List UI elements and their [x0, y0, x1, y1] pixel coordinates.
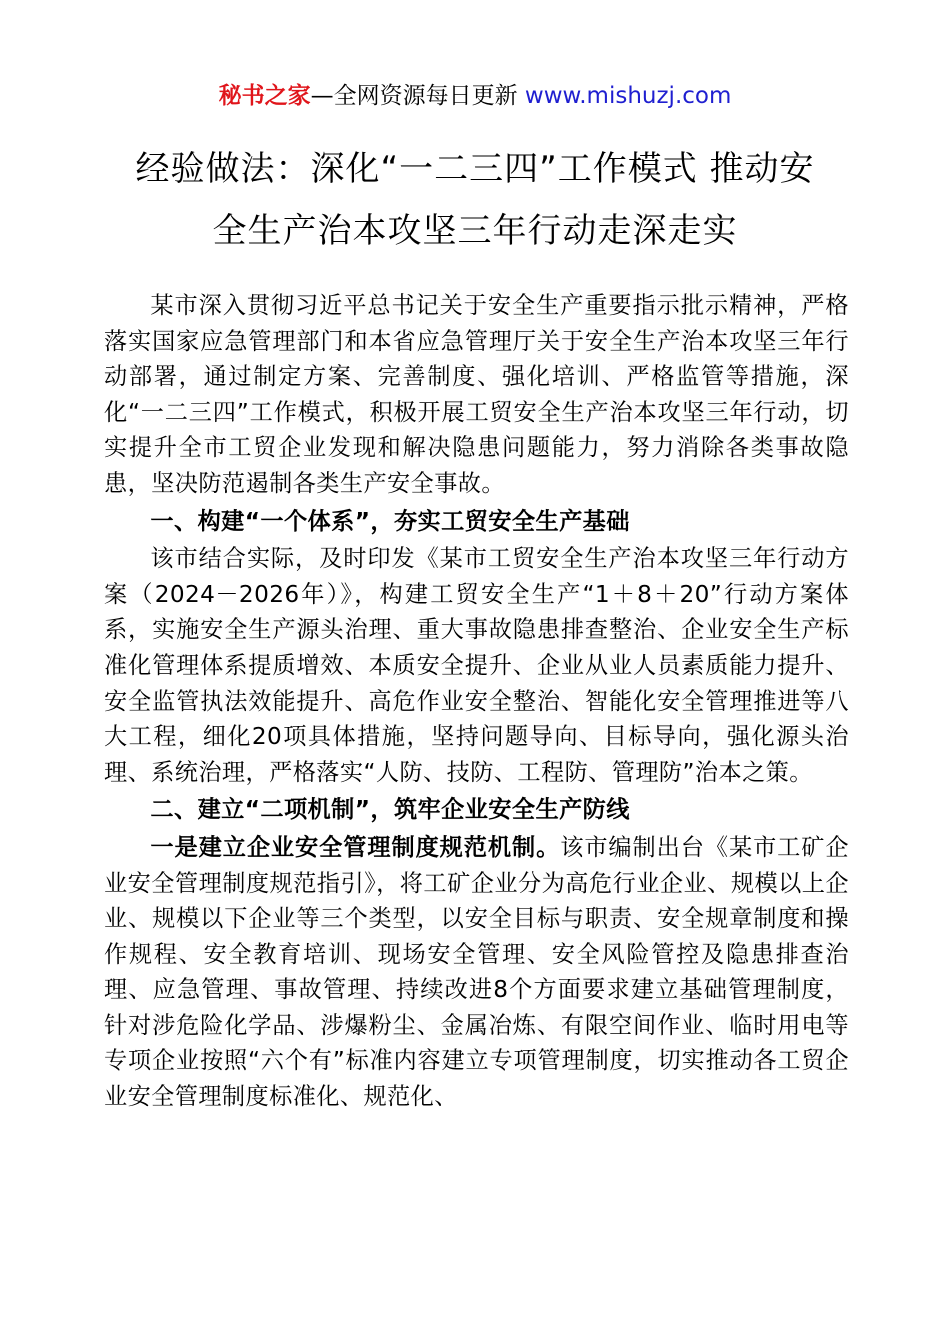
- document-body: [104, 288, 849, 1115]
- section-1-paragraph: 该市结合实际，及时印发《某市工贸安全生产治本攻坚三年行动方案（2024－2026年）》，构建工贸安全生产“1＋8＋20”行动方案体系，实施安全生产源头治理、重大事故隐患排查整治、企业安全生产标准化管理体系提质增效、本质安全提升、企业从业人员素质能力提升、安全监管执法效能提升、高危作业安全整治、智能化安全管理推进等八大工程，细化20项具体措施，坚持问题导向、目标导向，强化源头治理、系统治理，严格落实“人防、技防、工程防、管理防”治本之策。: [104, 545, 849, 786]
- site-header: [0, 80, 950, 112]
- site-url[interactable]: www.mishuzj.com: [524, 83, 732, 109]
- section-heading-1: 一、构建“一个体系”，夯实工贸安全生产基础: [150, 507, 630, 535]
- brand-name: 秘书之家: [218, 83, 311, 109]
- header-slogan: —全网资源每日更新: [310, 83, 525, 109]
- title-line-2: 全生产治本攻坚三年行动走深走实: [212, 211, 738, 251]
- section-heading-2: 二、建立“二项机制”，筑牢企业安全生产防线: [150, 796, 630, 824]
- document-title: [95, 138, 855, 262]
- paragraph-text: 该市编制出台《某市工矿企业安全管理制度规范指引》，将工矿企业分为高危行业企业、规模以上企业、规模以下企业等三个类型，以安全目标与职责、安全规章制度和操作规程、安全教育培训、现场安全管理、安全风险管控及隐患排查治理、应急管理、事故管理、持续改进8个方面要求建立基础管理制度，针对涉危险化学品、涉爆粉尘、金属冶炼、有限空间作业、临时用电等专项企业按照“六个有”标准内容建立专项管理制度，切实推动各工贸企业安全管理制度标准化、规范化、: [104, 833, 849, 1111]
- title-line-1: 经验做法：深化“一二三四”工作模式 推动安: [135, 149, 815, 189]
- section-2-paragraph: [104, 830, 849, 1115]
- paragraph-lead: 一是建立企业安全管理制度规范机制。: [150, 833, 561, 861]
- intro-paragraph: 某市深入贯彻习近平总书记关于安全生产重要指示批示精神，严格落实国家应急管理部门和本省应急管理厅关于安全生产治本攻坚三年行动部署，通过制定方案、完善制度、强化培训、严格监管等措施，深化“一二三四”工作模式，积极开展工贸安全生产治本攻坚三年行动，切实提升全市工贸企业发现和解决隐患问题能力，努力消除各类事故隐患，坚决防范遏制各类生产安全事故。: [104, 292, 849, 497]
